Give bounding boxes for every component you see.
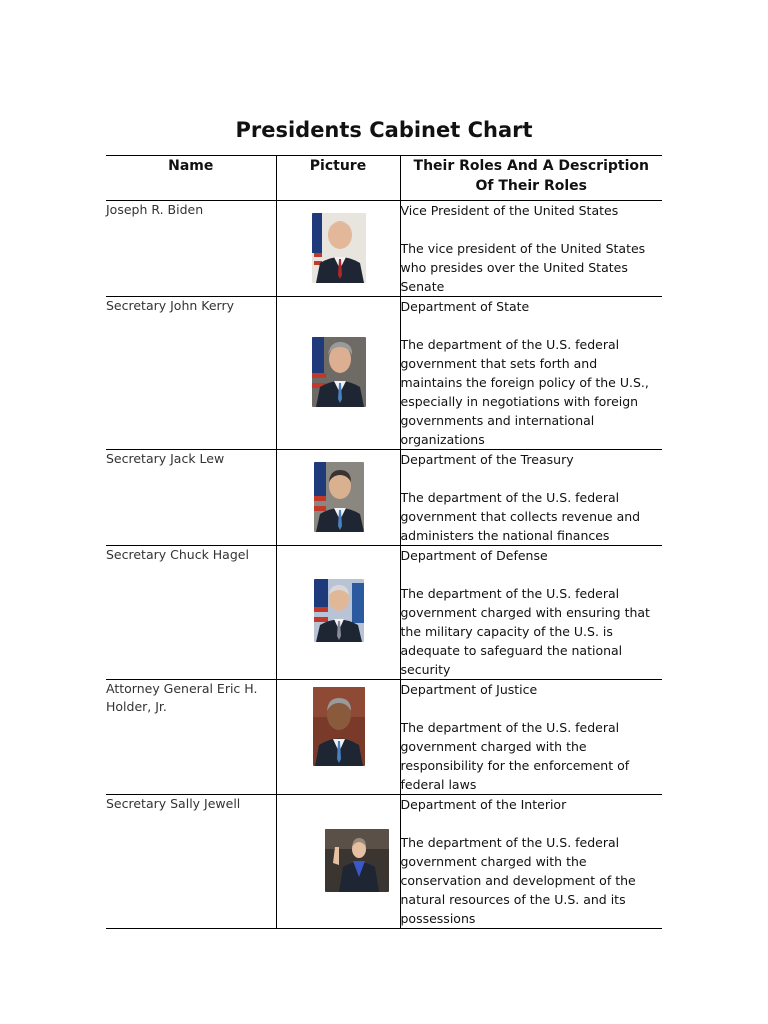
role-description: The department of the U.S. federal government charged with the conservation and development of the natural resources of the U.S. and its possessions [400,835,636,926]
cabinet-table [106,155,662,929]
role-description: The department of the U.S. federal government charged with the responsibility for the enforcement of federal laws [400,720,630,792]
table-row [106,450,662,546]
picture-cell [276,201,400,297]
member-name: Attorney General Eric H. Holder, Jr. [106,680,276,795]
role-cell [400,450,662,546]
picture-cell [276,546,400,680]
table-row [106,201,662,297]
header-roles: Their Roles And A Description Of Their Roles [400,156,662,201]
role-cell [400,680,662,795]
table-row [106,795,662,929]
role-title: Department of State [400,299,530,314]
picture-cell [276,297,400,450]
role-title: Department of Defense [400,548,548,563]
role-cell [400,201,662,297]
lew-portrait-icon [314,462,364,532]
picture-cell [276,450,400,546]
picture-cell [276,795,400,929]
holder-portrait-icon [313,687,365,766]
member-name: Secretary Chuck Hagel [106,546,276,680]
hagel-portrait-icon [314,579,364,642]
role-description: The department of the U.S. federal government that collects revenue and administers the national finances [400,490,641,543]
role-description: The department of the U.S. federal government charged with ensuring that the military capacity of the U.S. is adequate to safeguard the national security [400,586,650,677]
role-title: Department of the Treasury [400,452,574,467]
member-name: Joseph R. Biden [106,201,276,297]
table-row [106,546,662,680]
role-cell [400,795,662,929]
table-header-row [106,156,662,201]
role-cell [400,297,662,450]
table-row [106,680,662,795]
document-title: Presidents Cabinet Chart [235,118,533,142]
member-name: Secretary Sally Jewell [106,795,276,929]
role-title: Department of Justice [400,682,538,697]
jewell-portrait-icon [325,829,389,892]
kerry-portrait-icon [312,337,366,407]
biden-portrait-icon [312,213,366,283]
member-name: Secretary John Kerry [106,297,276,450]
picture-cell [276,680,400,795]
role-description: The department of the U.S. federal government that sets forth and maintains the foreign policy of the U.S., especially in negotiations with foreign governments and international organizations [400,337,649,447]
header-picture: Picture [276,156,400,201]
member-name: Secretary Jack Lew [106,450,276,546]
role-description: The vice president of the United States who presides over the United States Senate [400,241,646,294]
header-name: Name [106,156,276,201]
role-title: Department of the Interior [400,797,567,812]
table-row [106,297,662,450]
role-cell [400,546,662,680]
role-title: Vice President of the United States [400,203,619,218]
